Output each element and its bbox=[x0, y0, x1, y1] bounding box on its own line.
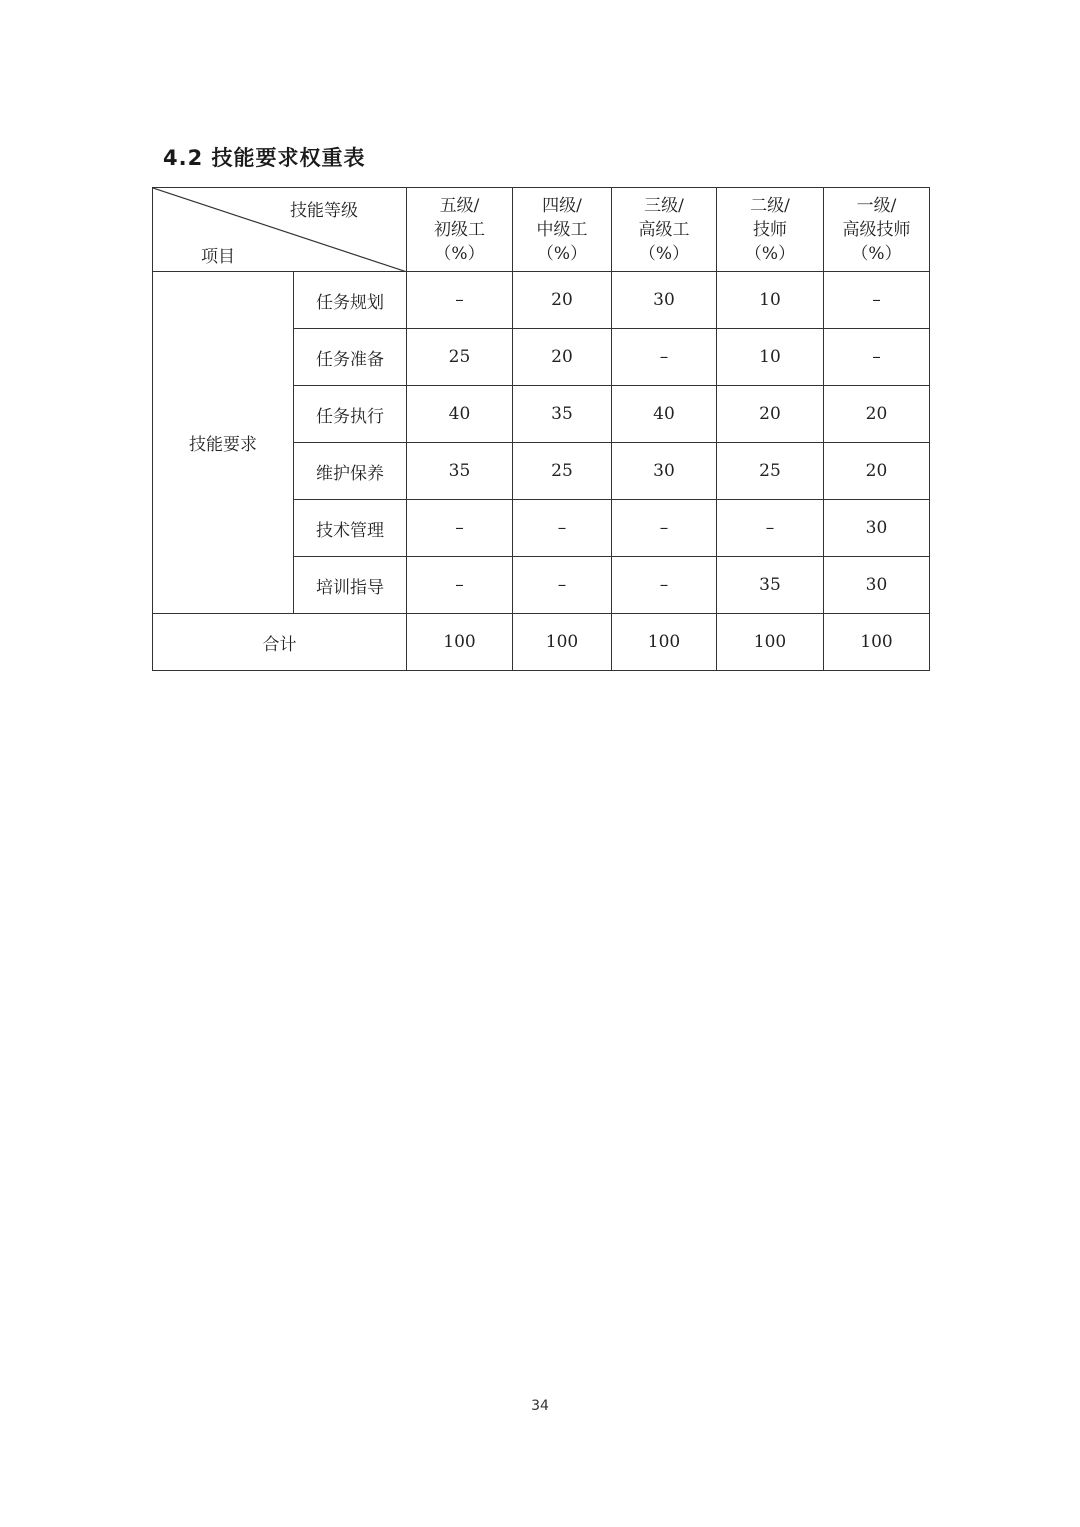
value-cell: 20 bbox=[513, 329, 612, 386]
value-cell: 25 bbox=[717, 443, 824, 500]
level-unit: （%） bbox=[638, 243, 690, 264]
value-cell: – bbox=[513, 557, 612, 614]
total-cell: 100 bbox=[407, 614, 513, 671]
value-cell: – bbox=[407, 557, 513, 614]
value-cell: – bbox=[612, 557, 717, 614]
level-name: 四级/ bbox=[542, 195, 582, 216]
value-cell: – bbox=[824, 272, 930, 329]
value-cell: – bbox=[612, 500, 717, 557]
skill-weight-table bbox=[152, 187, 930, 671]
group-label-cell: 技能要求 bbox=[153, 272, 294, 614]
section-title: 4.2 技能要求权重表 bbox=[163, 146, 366, 170]
value-cell: – bbox=[717, 500, 824, 557]
value-cell: 20 bbox=[824, 386, 930, 443]
level-title: 技师 bbox=[753, 219, 787, 240]
header-skill-level-label: 技能等级 bbox=[290, 201, 358, 221]
item-cell: 任务执行 bbox=[294, 386, 407, 443]
value-cell: 40 bbox=[612, 386, 717, 443]
value-cell: 35 bbox=[407, 443, 513, 500]
total-cell: 100 bbox=[513, 614, 612, 671]
value-cell: 10 bbox=[717, 329, 824, 386]
value-cell: 25 bbox=[407, 329, 513, 386]
level-title: 高级工 bbox=[638, 219, 690, 240]
total-cell: 100 bbox=[612, 614, 717, 671]
level-name: 三级/ bbox=[644, 195, 684, 216]
value-cell: 20 bbox=[717, 386, 824, 443]
item-cell: 维护保养 bbox=[294, 443, 407, 500]
level-header-2 bbox=[717, 188, 824, 272]
level-name: 五级/ bbox=[439, 195, 480, 216]
item-cell: 任务准备 bbox=[294, 329, 407, 386]
total-label-cell: 合计 bbox=[153, 614, 407, 671]
level-title: 初级工 bbox=[434, 219, 485, 240]
value-cell: 35 bbox=[717, 557, 824, 614]
level-unit: （%） bbox=[434, 243, 485, 264]
total-cell: 100 bbox=[824, 614, 930, 671]
value-cell: – bbox=[824, 329, 930, 386]
page-number: 34 bbox=[531, 1398, 549, 1414]
level-unit: （%） bbox=[744, 243, 796, 264]
value-cell: 35 bbox=[513, 386, 612, 443]
value-cell: 20 bbox=[513, 272, 612, 329]
value-cell: – bbox=[407, 500, 513, 557]
value-cell: 30 bbox=[824, 500, 930, 557]
item-cell: 任务规划 bbox=[294, 272, 407, 329]
level-title: 高级技师 bbox=[842, 219, 911, 240]
level-title: 中级工 bbox=[536, 219, 588, 240]
value-cell: – bbox=[612, 329, 717, 386]
level-name: 一级/ bbox=[856, 195, 897, 216]
diagonal-divider bbox=[153, 188, 407, 272]
item-cell: 技术管理 bbox=[294, 500, 407, 557]
level-header-5 bbox=[407, 188, 513, 272]
level-header-3 bbox=[612, 188, 717, 272]
corner-header-cell bbox=[153, 188, 407, 272]
value-cell: – bbox=[407, 272, 513, 329]
item-cell: 培训指导 bbox=[294, 557, 407, 614]
level-header-4 bbox=[513, 188, 612, 272]
value-cell: 40 bbox=[407, 386, 513, 443]
level-name: 二级/ bbox=[750, 195, 790, 216]
level-header-1 bbox=[824, 188, 930, 272]
level-unit: （%） bbox=[536, 243, 588, 264]
header-item-label: 项目 bbox=[201, 247, 235, 267]
value-cell: 30 bbox=[824, 557, 930, 614]
table-row bbox=[153, 272, 930, 329]
value-cell: 10 bbox=[717, 272, 824, 329]
level-unit: （%） bbox=[851, 243, 902, 264]
value-cell: 30 bbox=[612, 443, 717, 500]
value-cell: 25 bbox=[513, 443, 612, 500]
value-cell: – bbox=[513, 500, 612, 557]
total-row bbox=[153, 614, 930, 671]
table-header-row bbox=[153, 188, 930, 272]
value-cell: 30 bbox=[612, 272, 717, 329]
value-cell: 20 bbox=[824, 443, 930, 500]
total-cell: 100 bbox=[717, 614, 824, 671]
